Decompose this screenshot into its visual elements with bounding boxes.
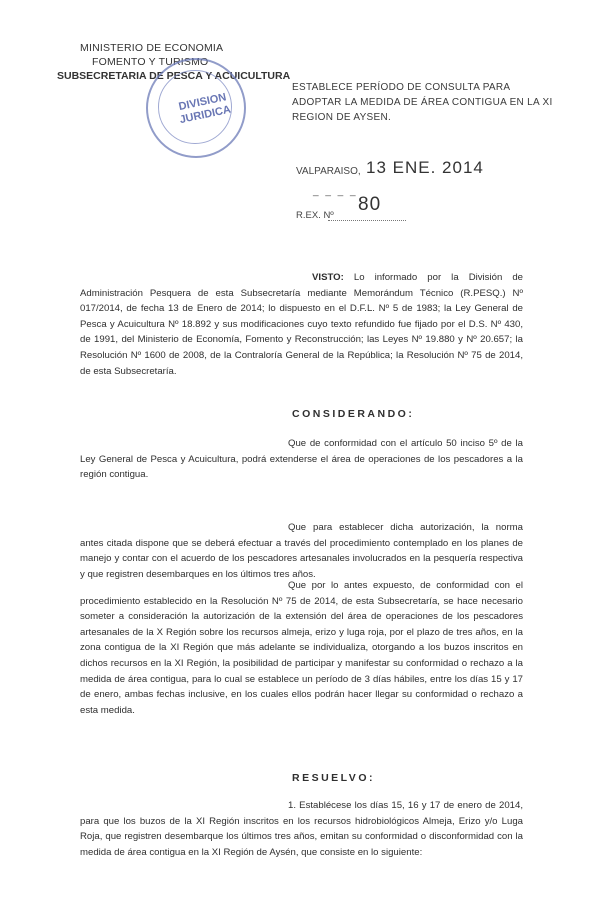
undersecretariat-line: SUBSECRETARIA DE PESCA Y ACUICULTURA (57, 70, 291, 82)
visto-lead: VISTO: (312, 272, 344, 283)
resuelvo-paragraph-1: 1. Establécese los días 15, 16 y 17 de enero de 2014, para que los buzos de la XI Región inscritos en los recursos hidrobiológicos Almeja, Erizo y/o Luga Roja, que registren desembarque los últimos tres años, emitan su conformidad o disconformidad con la medida de área contigua en la XI Región de Aysén, que consiste en lo siguiente: (80, 800, 523, 858)
visto-text: Lo informado por la División de Administración Pesquera de esta Subsecretaría mediante Memorándum Técnico (R.PESQ.) Nº 017/2014, de fecha 13 de Enero de 2014; lo dispuesto en el D.F.L. Nº 5 de 1983; la Ley General de Pesca y Acuicultura Nº 18.892 y sus modificaciones cuyo texto refundido fue fijado por el D.S. Nº 430, de 1991, del Ministerio de Economía, Fomento y Reconstrucción; las Leyes Nº 19.880 y Nº 20.657; la Resolución Nº 1600 de 2008, de la Contraloría General de la República; la Resolución Nº 75 de 2014, de esta Subsecretaría. (80, 272, 523, 377)
ministry-line: MINISTERIO DE ECONOMIA (80, 42, 224, 54)
resolution-label: R.EX. Nº (296, 210, 334, 221)
stamp-text: DIVISION JURIDICA (177, 91, 232, 127)
date-value: 13 ENE. 2014 (366, 158, 484, 177)
date-label: VALPARAISO, (296, 166, 361, 177)
document-subject: ESTABLECE PERÍODO DE CONSULTA PARA ADOPTAR LA MEDIDA DE ÁREA CONTIGUA EN LA XI REGION DE AYSEN. (292, 82, 553, 123)
considerando-paragraph-2: Que para establecer dicha autorización, la norma antes citada dispone que se deberá efectuar a través del procedimiento contemplado en los planes de manejo y contar con el acuerdo de los pescadores artesanales involucrados en la pesquería respectiva y que registren desembarques en los últimos tres años. (80, 522, 523, 580)
resuelvo-heading: RESUELVO: (292, 772, 375, 784)
ministry-line-2: FOMENTO Y TURISMO (92, 56, 209, 68)
resolution-number: 80 (358, 194, 382, 215)
considerando-paragraph-3: Que por lo antes expuesto, de conformidad con el procedimiento establecido en la Resolución Nº 75 de 2014, de esta Subsecretaría, se hace necesario someter a consideración la autorización de la extensión del área de operaciones de los pescadores artesanales de la X Región sobre los recursos almeja, erizo y luga roja, por el plazo de tres años, en la zona contigua de la XI Región que más adelante se individualiza, otorgando a los buzos inscritos en dichos recursos en la XI Región, la posibilidad de participar y manifestar su conformidad o rechazo a la medida de área contigua, para lo cual se establece un período de 3 días hábiles, entre los días 15 y 17 de enero, ambas fechas inclusive, en los cuales ellos podrán hacer llegar su conformidad o rechazo a esta medida. (80, 580, 523, 716)
visto-paragraph (80, 270, 523, 379)
resolution-underline (328, 220, 406, 221)
date-dash: _ _ _ _ (313, 186, 358, 197)
considerando-heading: CONSIDERANDO: (292, 408, 415, 420)
considerando-paragraph-1: Que de conformidad con el artículo 50 inciso 5º de la Ley General de Pesca y Acuicultura, podrá extenderse el área de operaciones de los pescadores a la región contigua. (80, 438, 523, 481)
